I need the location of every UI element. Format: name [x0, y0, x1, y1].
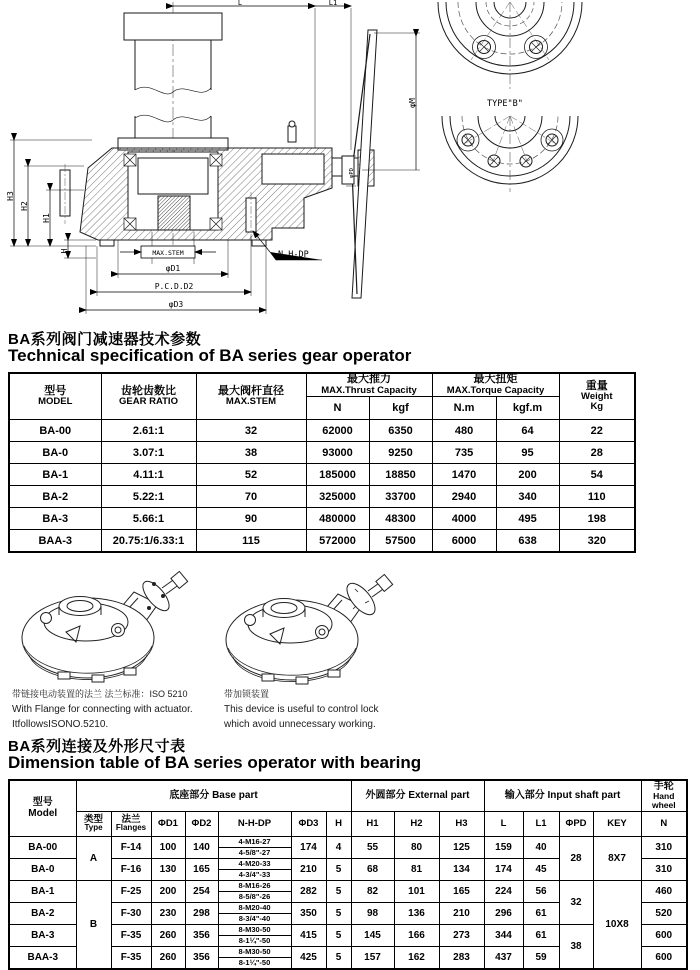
cell: 298 — [185, 902, 218, 924]
cell: 5 — [326, 924, 351, 946]
cell: 174 — [484, 858, 523, 880]
caption-en: ItfollowsISONO.5210. — [12, 719, 109, 731]
cell: 480000 — [306, 508, 369, 530]
cell: 2940 — [432, 486, 496, 508]
cell: 81 — [394, 858, 439, 880]
cell: 600 — [641, 946, 687, 969]
cell-model: BA-0 — [9, 858, 76, 880]
cell: 82 — [351, 880, 394, 902]
cell: 273 — [439, 924, 484, 946]
cell: F-16 — [111, 858, 151, 880]
t2-h-d1: ΦD1 — [151, 811, 185, 836]
cell: 52 — [196, 464, 306, 486]
cell: 350 — [291, 902, 326, 924]
t1-h-stem: 最大阀杆直径 MAX.STEM — [196, 373, 306, 420]
cell: 224 — [484, 880, 523, 902]
t1-h-nm: N.m — [432, 397, 496, 420]
cell: 572000 — [306, 530, 369, 553]
table-technical-spec — [8, 372, 636, 553]
dim-l-label: L — [237, 0, 243, 7]
caption-lock-device — [224, 688, 414, 733]
cell: F-35 — [111, 924, 151, 946]
cell: 45 — [523, 858, 559, 880]
cell: 68 — [351, 858, 394, 880]
dim-h3-label: H3 — [6, 191, 15, 201]
cell: 638 — [496, 530, 559, 553]
cell: 437 — [484, 946, 523, 969]
cell: 1470 — [432, 464, 496, 486]
cell-pd: 28 — [559, 836, 593, 880]
t2-h-pd: ΦPD — [559, 811, 593, 836]
cell: 5.22:1 — [101, 486, 196, 508]
t1-h-model: 型号 MODEL — [9, 373, 101, 420]
type-b-label: TYPE"B" — [487, 99, 523, 109]
cell: 165 — [185, 858, 218, 880]
t2-h-h1: H1 — [351, 811, 394, 836]
cell: 310 — [641, 858, 687, 880]
table-row — [9, 836, 687, 858]
cell: 320 — [559, 530, 635, 553]
caption-en: With Flange for connecting with actuator. — [12, 703, 193, 715]
t1-h-weight: 重量 Weight Kg — [559, 373, 635, 420]
caption-flange-actuator — [12, 688, 218, 733]
cell: 115 — [196, 530, 306, 553]
cell: 174 — [291, 836, 326, 858]
table-row — [9, 924, 687, 946]
cell: 4000 — [432, 508, 496, 530]
cell: 356 — [185, 924, 218, 946]
cell: 22 — [559, 420, 635, 442]
cell-nhdp: 8-M16-26 8-5/8"-26 — [218, 880, 291, 902]
table-row — [9, 420, 635, 442]
cell: 130 — [151, 858, 185, 880]
cell: 4 — [326, 836, 351, 858]
t2-h-key: KEY — [593, 811, 641, 836]
cell-nhdp: 8-M30-50 8-1¼"-50 — [218, 924, 291, 946]
cell: 159 — [484, 836, 523, 858]
cell-model: BA-1 — [9, 880, 76, 902]
t2-h-model: 型号 Model — [9, 780, 76, 836]
cell: 54 — [559, 464, 635, 486]
t1-h-kgf: kgf — [369, 397, 432, 420]
cell: 110 — [559, 486, 635, 508]
cell: 340 — [496, 486, 559, 508]
cell: F-30 — [111, 902, 151, 924]
cell-model: BA-00 — [9, 836, 76, 858]
cell-model: BA-0 — [9, 442, 101, 464]
cell: 62000 — [306, 420, 369, 442]
cell: 200 — [496, 464, 559, 486]
cell: 57500 — [369, 530, 432, 553]
cell: 28 — [559, 442, 635, 464]
section1-title-en: Technical specification of BA series gear operator — [8, 346, 412, 365]
t2-h-l1: L1 — [523, 811, 559, 836]
cell-model: BA-00 — [9, 420, 101, 442]
cell: F-14 — [111, 836, 151, 858]
technical-drawing — [0, 0, 700, 326]
cell: 3.07:1 — [101, 442, 196, 464]
cell: 162 — [394, 946, 439, 969]
cell: 134 — [439, 858, 484, 880]
cell: 48300 — [369, 508, 432, 530]
section1-title-zh: BA系列阀门减速器技术参数 — [8, 331, 202, 348]
table-header-row — [9, 780, 687, 811]
t2-h-d3: ΦD3 — [291, 811, 326, 836]
t1-h-n: N — [306, 397, 369, 420]
cell: 230 — [151, 902, 185, 924]
cell-key: 8X7 — [593, 836, 641, 880]
dim-d3-label: φD3 — [168, 300, 184, 309]
cell: 166 — [394, 924, 439, 946]
t2-h-nhdp: N-H-DP — [218, 811, 291, 836]
cell: 20.75:1/6.33:1 — [101, 530, 196, 553]
dim-maxstem-label: MAX.STEM — [152, 249, 184, 257]
figure-lock-device — [212, 572, 402, 686]
dim-h1-label: H1 — [42, 213, 51, 223]
cell: 735 — [432, 442, 496, 464]
flange-view-type-b — [442, 116, 578, 192]
cell-nhdp: 8-M20-40 8-3/4"-40 — [218, 902, 291, 924]
dim-pd-label: φPD — [349, 168, 355, 178]
cell: 95 — [496, 442, 559, 464]
cell-model: BA-3 — [9, 924, 76, 946]
t1-h-torque-group: 最大扭矩 MAX.Torque Capacity — [432, 373, 559, 397]
dim-nhdp-label: N-H-DP — [278, 250, 309, 260]
table-row — [9, 508, 635, 530]
cell: 200 — [151, 880, 185, 902]
cell-type: A — [76, 836, 111, 880]
t2-h-base-group: 底座部分 Base part — [76, 780, 351, 811]
cell: 125 — [439, 836, 484, 858]
section2-title-zh: BA系列连接及外形尺寸表 — [8, 738, 186, 755]
flange-view-type-a — [438, 2, 582, 90]
cell: F-25 — [111, 880, 151, 902]
cell-model: BA-3 — [9, 508, 101, 530]
t2-h-input-group: 输入部分 Input shaft part — [484, 780, 641, 811]
t2-h-h: H — [326, 811, 351, 836]
t2-h-d2: ΦD2 — [185, 811, 218, 836]
t2-h-type: 类型 Type — [76, 811, 111, 836]
cell: 185000 — [306, 464, 369, 486]
cell: 282 — [291, 880, 326, 902]
dim-h-label: H — [60, 248, 69, 254]
cell: 6000 — [432, 530, 496, 553]
cell: 4.11:1 — [101, 464, 196, 486]
table-row — [9, 464, 635, 486]
cell: 9250 — [369, 442, 432, 464]
cell: 260 — [151, 924, 185, 946]
table-row — [9, 880, 687, 902]
cell: 415 — [291, 924, 326, 946]
caption-en: This device is useful to control lock — [224, 703, 379, 715]
cell-model: BAA-3 — [9, 946, 76, 969]
cell: 344 — [484, 924, 523, 946]
cell: 210 — [291, 858, 326, 880]
cell: 210 — [439, 902, 484, 924]
dim-d1-label: φD1 — [165, 264, 181, 273]
cell: 80 — [394, 836, 439, 858]
cell-nhdp: 8-M30-50 8-1¼"-50 — [218, 946, 291, 969]
section2-title-en: Dimension table of BA series operator with bearing — [8, 753, 422, 772]
cell: 98 — [351, 902, 394, 924]
cell-nhdp: 4-M20-33 4-3/4"-33 — [218, 858, 291, 880]
cell: 520 — [641, 902, 687, 924]
cell: 5 — [326, 858, 351, 880]
cell: 136 — [394, 902, 439, 924]
cell: 32 — [196, 420, 306, 442]
table-row — [9, 486, 635, 508]
cell: 55 — [351, 836, 394, 858]
cell: 61 — [523, 924, 559, 946]
cell-type: B — [76, 880, 111, 969]
dim-h2-label: H2 — [20, 201, 29, 211]
dim-l1-label: L1 — [328, 0, 338, 7]
cell-model: BA-1 — [9, 464, 101, 486]
cell: 100 — [151, 836, 185, 858]
cell: 18850 — [369, 464, 432, 486]
t1-h-thrust-group: 最大推力 MAX.Thrust Capacity — [306, 373, 432, 397]
cell: 283 — [439, 946, 484, 969]
cell: 61 — [523, 902, 559, 924]
cell: 6350 — [369, 420, 432, 442]
caption-zh: 带链接电动装置的法兰 法兰标准：ISO 5210 — [12, 689, 188, 699]
cell: 101 — [394, 880, 439, 902]
figure-flange-actuator — [8, 568, 198, 686]
table-subheader-row — [9, 811, 687, 836]
cell: 310 — [641, 836, 687, 858]
cell: 38 — [196, 442, 306, 464]
caption-en: which avoid unnecessary working. — [224, 719, 376, 731]
cell: 64 — [496, 420, 559, 442]
dim-pcd-label: P.C.D.D2 — [154, 282, 194, 291]
cell: 93000 — [306, 442, 369, 464]
cell: 600 — [641, 924, 687, 946]
cell-pd: 32 — [559, 880, 593, 924]
cell: 5 — [326, 946, 351, 969]
caption-zh: 带加锁装置 — [224, 689, 270, 699]
cell: 165 — [439, 880, 484, 902]
t2-h-n: N — [641, 811, 687, 836]
cell: 33700 — [369, 486, 432, 508]
cell-model: BA-2 — [9, 902, 76, 924]
table-dimensions — [8, 779, 688, 970]
dim-m-label: φM — [408, 98, 417, 108]
cell: 2.61:1 — [101, 420, 196, 442]
cell: 5.66:1 — [101, 508, 196, 530]
table-row — [9, 442, 635, 464]
cell: 460 — [641, 880, 687, 902]
cell: 5 — [326, 902, 351, 924]
cell: 425 — [291, 946, 326, 969]
cell: 157 — [351, 946, 394, 969]
cell: 140 — [185, 836, 218, 858]
t2-h-handwheel: 手轮 Hand wheel — [641, 780, 687, 811]
cell-key: 10X8 — [593, 880, 641, 969]
t2-h-external-group: 外圆部分 External part — [351, 780, 484, 811]
cell: 495 — [496, 508, 559, 530]
cell: 70 — [196, 486, 306, 508]
cell: 198 — [559, 508, 635, 530]
cell: 56 — [523, 880, 559, 902]
cell: 145 — [351, 924, 394, 946]
cell: 325000 — [306, 486, 369, 508]
gear-operator-section-view — [60, 2, 377, 298]
t2-h-flanges: 法兰 Flanges — [111, 811, 151, 836]
t2-h-h3: H3 — [439, 811, 484, 836]
cell: 356 — [185, 946, 218, 969]
t2-h-h2: H2 — [394, 811, 439, 836]
cell: 254 — [185, 880, 218, 902]
cell: 59 — [523, 946, 559, 969]
cell: 480 — [432, 420, 496, 442]
cell: F-35 — [111, 946, 151, 969]
cell: 260 — [151, 946, 185, 969]
cell-model: BA-2 — [9, 486, 101, 508]
t1-h-kgfm: kgf.m — [496, 397, 559, 420]
cell: 90 — [196, 508, 306, 530]
cell-model: BAA-3 — [9, 530, 101, 553]
cell-pd: 38 — [559, 924, 593, 969]
cell: 40 — [523, 836, 559, 858]
cell-nhdp: 4-M16-27 4-5/8"-27 — [218, 836, 291, 858]
t2-h-l: L — [484, 811, 523, 836]
cell: 5 — [326, 880, 351, 902]
cell: 296 — [484, 902, 523, 924]
t1-h-ratio: 齿轮齿数比 GEAR RATIO — [101, 373, 196, 420]
table-header-row — [9, 373, 635, 397]
table-row — [9, 530, 635, 553]
